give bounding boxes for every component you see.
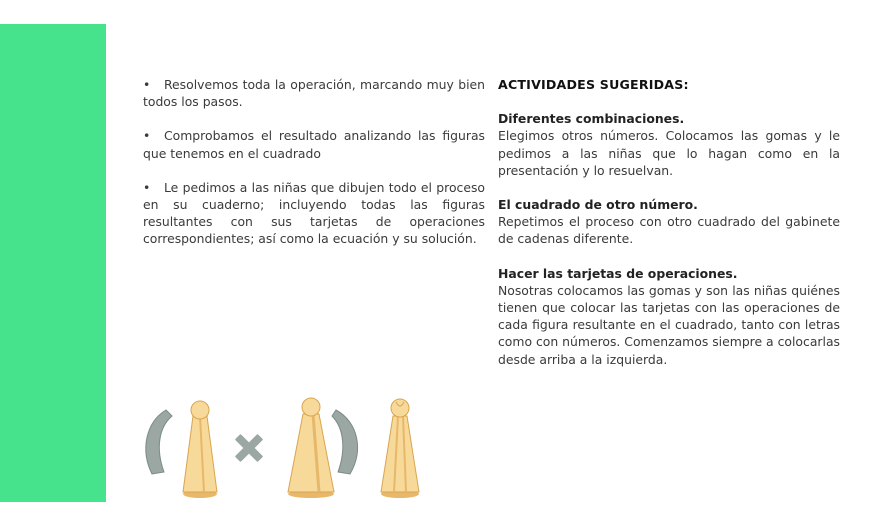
left-parenthesis-icon: [146, 410, 172, 474]
right-column: [498, 76, 840, 385]
activity-text: Elegimos otros números. Colocamos las gomas y le pedimos a las niñas que lo hagan como en la presentación y lo resuelvan.: [498, 128, 840, 178]
list-item-text: Le pedimos a las niñas que dibujen todo el proceso en su cuaderno; incluyendo todas las figuras resultantes con sus tarjetas de operaciones correspondientes; así como la ecuación y su solución.: [143, 179, 485, 247]
pawn-icon: [381, 399, 419, 498]
list-item: [143, 179, 485, 248]
pawn-icon: [288, 398, 334, 498]
activity-title: Hacer las tarjetas de operaciones.: [498, 265, 738, 281]
bullet: •: [143, 77, 151, 92]
green-side-bar: [0, 24, 106, 502]
pawn-icon: [183, 401, 217, 498]
activity-text: Repetimos el proceso con otro cuadrado del gabinete de cadenas diferente.: [498, 214, 840, 247]
equation-illustration: [138, 392, 438, 502]
list-item: [143, 127, 485, 161]
list-item-text: Comprobamos el resultado analizando las figuras que tenemos en el cuadrado: [143, 128, 485, 161]
activity-section: [498, 110, 840, 179]
right-parenthesis-icon: [332, 410, 358, 474]
left-column: [143, 76, 485, 265]
activities-heading: ACTIVIDADES SUGERIDAS:: [498, 77, 689, 92]
activity-title: Diferentes combinaciones.: [498, 111, 685, 127]
activity-section: [498, 196, 840, 248]
bullet: •: [143, 179, 151, 195]
list-item-text: Resolvemos toda la operación, marcando muy bien todos los pasos.: [143, 77, 485, 110]
activity-section: [498, 265, 840, 368]
activity-title: El cuadrado de otro número.: [498, 197, 698, 213]
bullet: •: [143, 128, 151, 144]
list-item: [143, 76, 485, 110]
activity-text: Nosotras colocamos las gomas y son las niñas quiénes tienen que colocar las tarjetas con las operaciones de cada figura resultante en el cuadrado, tanto con letras como con números. Comenzamos siempre a colocarlas desde arriba a la izquierda.: [498, 282, 841, 367]
multiply-icon: [235, 434, 263, 462]
